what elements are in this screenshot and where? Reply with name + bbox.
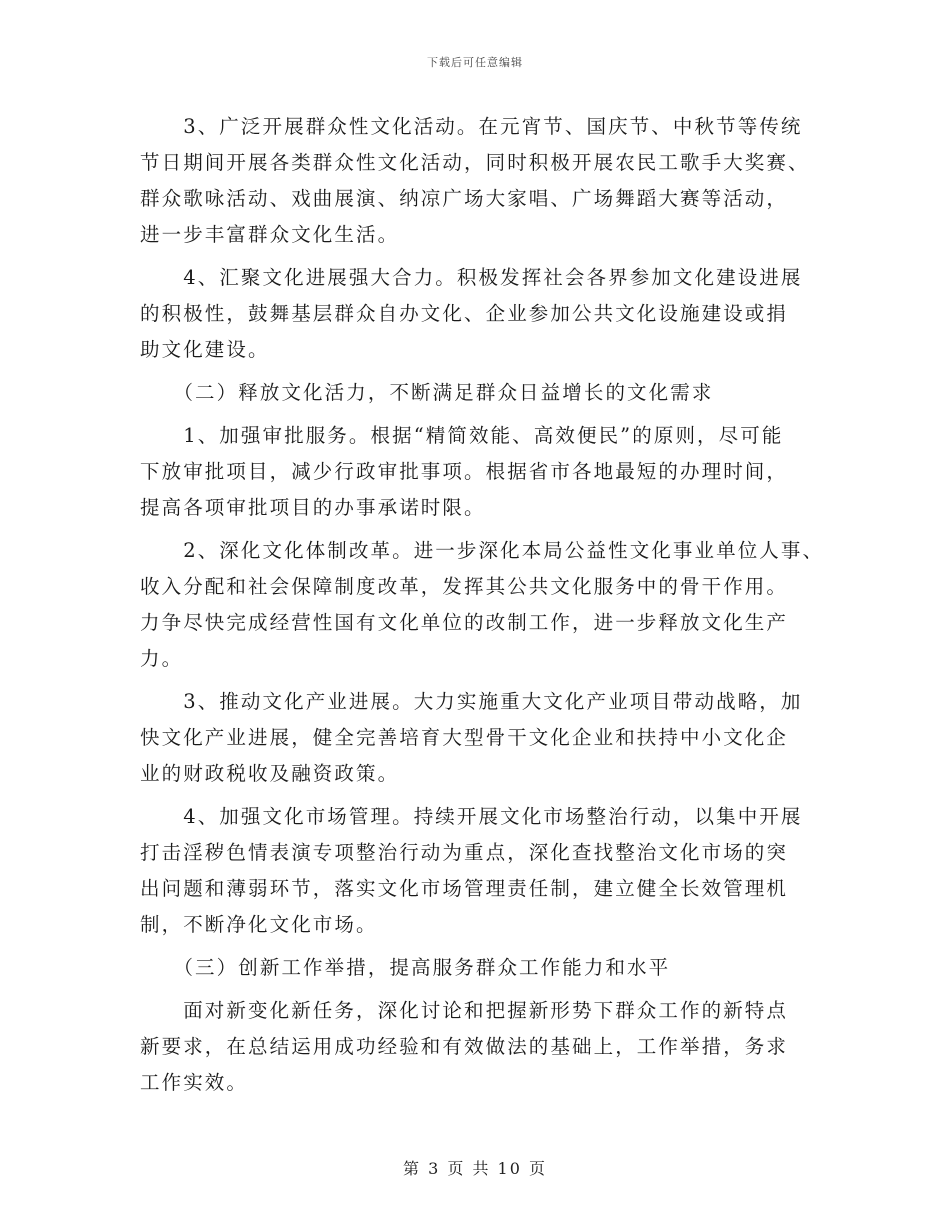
- text-line: 提高各项审批项目的办事承诺时限。: [140, 496, 486, 519]
- text-line: 出问题和薄弱环节，落实文化市场管理责任制，建立健全长效管理机: [140, 877, 789, 900]
- text-line: 制，不断净化文化市场。: [140, 913, 378, 936]
- text-line: 4、加强文化市场管理。持续开展文化市场整治行动，以集中开展: [140, 805, 803, 828]
- text-line: 力。: [140, 647, 184, 670]
- text-line: 力争尽快完成经营性国有文化单位的改制工作，进一步释放文化生产: [140, 611, 789, 634]
- text-line: 1、加强审批服务。根据“精简效能、高效便民”的原则，尽可能: [140, 424, 784, 447]
- text-line: 3、推动文化产业进展。大力实施重大文化产业项目带动战略，加: [140, 690, 803, 713]
- text-line: 快文化产业进展，健全完善培育大型骨干文化企业和扶持中小文化企: [140, 726, 789, 749]
- text-line: 助文化建设。: [140, 338, 270, 361]
- page-header: 下载后可任意编辑: [427, 56, 523, 69]
- text-line: 进一步丰富群众文化生活。: [140, 223, 400, 246]
- text-line: 群众歌咏活动、戏曲展演、纳凉广场大家唱、广场舞蹈大赛等活动，: [140, 187, 789, 210]
- text-line: 4、汇聚文化进展强大合力。积极发挥社会各界参加文化建设进展: [140, 266, 803, 289]
- text-line: 打击淫秽色情表演专项整治行动为重点，深化查找整治文化市场的突: [140, 841, 789, 864]
- text-line: 的积极性，鼓舞基层群众自办文化、企业参加公共文化设施建设或捐: [140, 302, 789, 325]
- document-body: [140, 112, 825, 1098]
- text-line: 业的财政税收及融资政策。: [140, 762, 400, 785]
- text-line: 收入分配和社会保障制度改革，发挥其公共文化服务中的骨干作用。: [140, 575, 789, 598]
- text-line: 新要求，在总结运用成功经验和有效做法的基础上，工作举措，务求: [140, 1035, 789, 1058]
- page-footer: 第 3 页 共 10 页: [403, 1159, 547, 1178]
- text-line: 下放审批项目，减少行政审批事项。根据省市各地最短的办理时间，: [140, 460, 789, 483]
- text-line: 2、深化文化体制改革。进一步深化本局公益性文化事业单位人事、: [140, 539, 825, 562]
- text-line: 节日期间开展各类群众性文化活动，同时积极开展农民工歌手大奖赛、: [140, 151, 810, 174]
- text-line: 工作实效。: [140, 1071, 249, 1094]
- text-line: （三）创新工作举措，提高服务群众工作能力和水平: [140, 956, 671, 979]
- text-line: 面对新变化新任务，深化讨论和把握新形势下群众工作的新特点: [140, 999, 789, 1022]
- text-line: （二）释放文化活力，不断满足群众日益增长的文化需求: [140, 381, 714, 404]
- text-line: 3、广泛开展群众性文化活动。在元宵节、国庆节、中秋节等传统: [140, 115, 803, 138]
